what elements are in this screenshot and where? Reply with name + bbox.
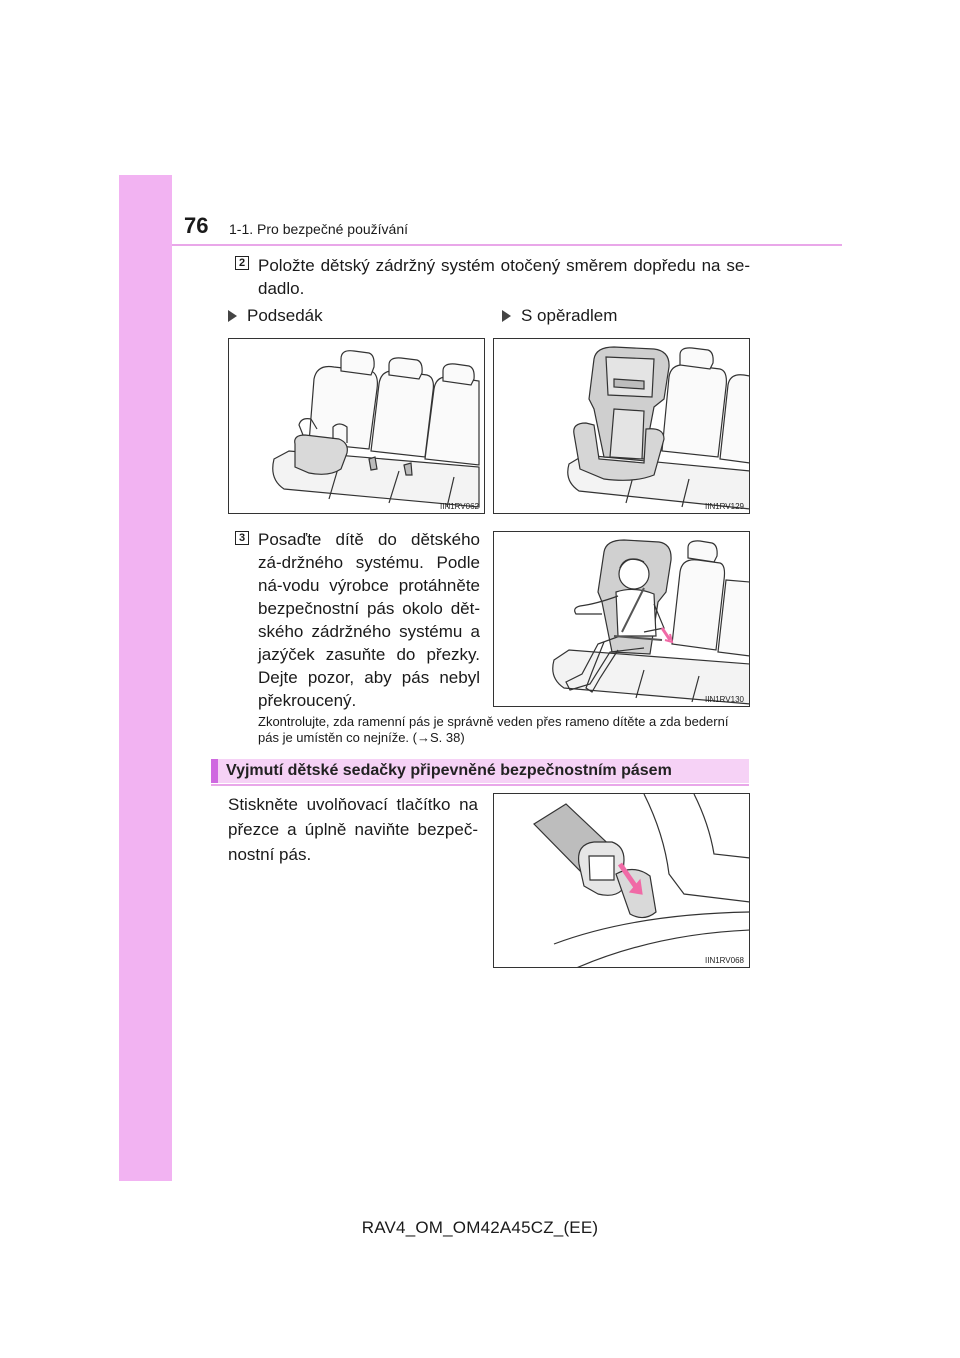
page-number: 76 [184, 213, 209, 238]
booster-cushion-illustration [229, 339, 485, 514]
sidebar-tab [119, 175, 172, 1181]
figure-code: IIN1RV129 [705, 502, 744, 511]
label-high-back-text: S opěradlem [521, 306, 618, 325]
figure-code: IIN1RV068 [705, 956, 744, 965]
figure-code: IIN1RV130 [705, 695, 744, 704]
section-title: 1-1. Pro bezpečné používání [229, 221, 409, 237]
document-code: RAV4_OM_OM42A45CZ_(EE) [361, 1218, 599, 1237]
section-heading-removal: Vyjmutí dětské sedačky připevněné bezpečnostním pásem [211, 759, 749, 783]
removal-text: Stiskněte uvolňovací tlačítko na přezce a úplně naviňte bezpeč-nostní pás. [228, 795, 478, 864]
buckle-release-illustration [494, 794, 750, 968]
section-heading-divider [211, 784, 749, 786]
figure-booster-cushion [228, 338, 485, 514]
triangle-bullet-icon [228, 310, 237, 322]
label-booster-cushion-text: Podsedák [247, 306, 323, 325]
step-3-number: 3 [235, 531, 249, 545]
label-booster-cushion [228, 306, 323, 326]
figure-code: IIN1RV062 [440, 502, 479, 511]
step-3-text: Posaďte dítě do dětského zá-držného systému. Podle ná-vodu výrobce protáhněte bezpečnostní pás okolo dět-ského zádržného systému a jazýček zasuňte do přezky. Dejte pozor, aby pás nebyl překroucený. [258, 530, 480, 710]
figure-child-seated [493, 531, 750, 707]
figure-high-back [493, 338, 750, 514]
step-2-text: Položte dětský zádržný systém otočený směrem dopředu na se-dadlo. [258, 256, 750, 298]
check-note: Zkontrolujte, zda ramenní pás je správně veden přes rameno dítěte a zda bederní pás je umístěn co nejníže. (→S. 38) [258, 714, 729, 745]
triangle-bullet-icon [502, 310, 511, 322]
header-divider [172, 244, 842, 246]
figure-buckle-release [493, 793, 750, 968]
high-back-seat-illustration [494, 339, 750, 514]
step-2-number: 2 [235, 256, 249, 270]
child-in-seat-illustration [494, 532, 750, 707]
label-high-back [502, 306, 617, 326]
